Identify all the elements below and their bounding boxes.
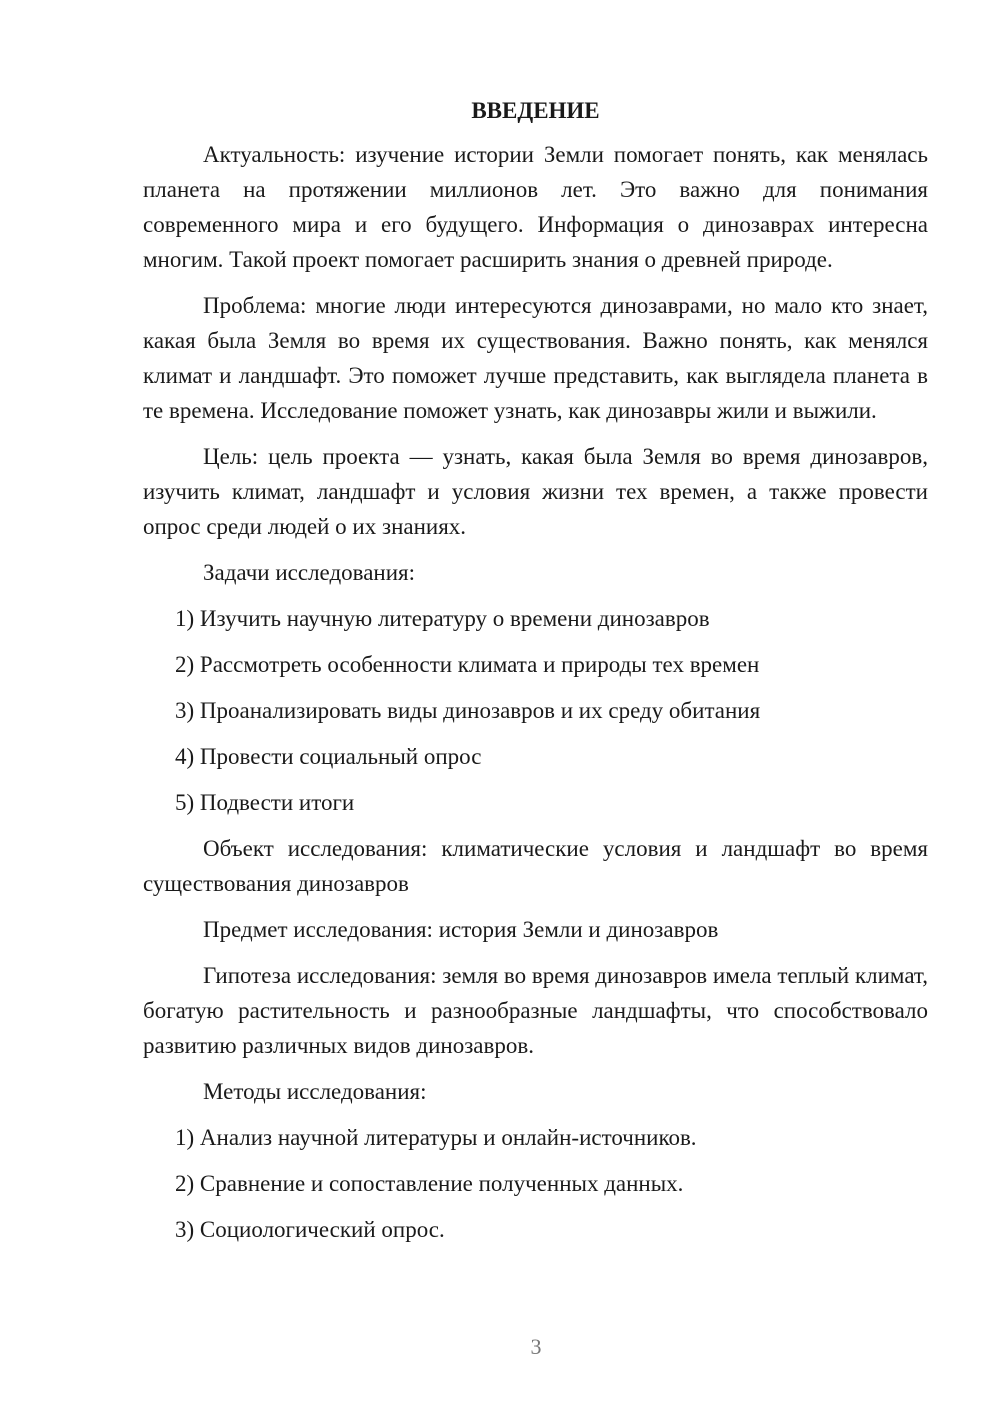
tasks-heading: Задачи исследования: bbox=[203, 560, 416, 585]
relevance-paragraph: Актуальность: изучение истории Земли помогает понять, как менялась планета на протяжении миллионов лет. Это важно для понимания современного мира и его будущего. Информация о динозаврах интересна многим. Такой проект помогает расширить знания о древней природе. bbox=[143, 142, 928, 272]
goal-paragraph: Цель: цель проекта — узнать, какая была Земля во время динозавров, изучить климат, ландшафт и условия жизни тех времен, а также провести опрос среди людей о их знаниях. bbox=[143, 444, 928, 539]
object-paragraph: Объект исследования: климатические условия и ландшафт во время существования динозавров bbox=[143, 836, 928, 896]
task-item: 2) Рассмотреть особенности климата и природы тех времен bbox=[175, 652, 760, 677]
document-page bbox=[143, 93, 928, 1258]
subject-paragraph: Предмет исследования: история Земли и динозавров bbox=[203, 917, 719, 942]
task-item: 4) Провести социальный опрос bbox=[175, 744, 482, 769]
problem-paragraph: Проблема: многие люди интересуются динозаврами, но мало кто знает, какая была Земля во время их существования. Важно понять, как менялся климат и ландшафт. Это поможет лучше представить, как выглядела планета в те времена. Исследование поможет узнать, как динозавры жили и выжили. bbox=[143, 293, 928, 423]
tasks-list bbox=[143, 601, 928, 820]
methods-heading: Методы исследования: bbox=[203, 1079, 427, 1104]
task-item: 5) Подвести итоги bbox=[175, 790, 355, 815]
method-item: 2) Сравнение и сопоставление полученных данных. bbox=[175, 1171, 684, 1196]
task-item: 3) Проанализировать виды динозавров и их среду обитания bbox=[175, 698, 761, 723]
methods-list bbox=[143, 1120, 928, 1247]
document-title: ВВЕДЕНИЕ bbox=[471, 98, 600, 123]
page-number: 3 bbox=[530, 1334, 542, 1359]
hypothesis-paragraph: Гипотеза исследования: земля во время динозавров имела теплый климат, богатую растительность и разнообразные ландшафты, что способствовало развитию различных видов динозавров. bbox=[143, 963, 928, 1058]
task-item: 1) Изучить научную литературу о времени динозавров bbox=[175, 606, 710, 631]
method-item: 3) Социологический опрос. bbox=[175, 1217, 445, 1242]
method-item: 1) Анализ научной литературы и онлайн-источников. bbox=[175, 1125, 697, 1150]
